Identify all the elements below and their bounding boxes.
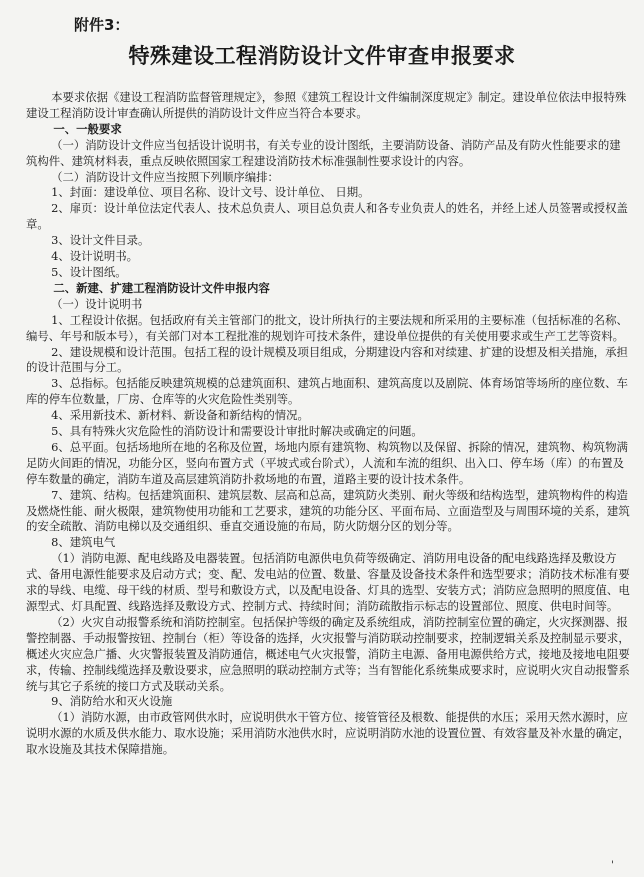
sec2-item-5: 5、具有特殊火灾危险性的消防设计和需要设计审批时解决或确定的问题。 (51, 424, 423, 439)
sec1-item-5: 5、设计图纸。 (51, 264, 127, 279)
sec1-item-4: 4、设计说明书。 (51, 249, 139, 264)
sec2-subheading-1: （一）设计说明书 (51, 296, 143, 311)
page-mark: ' (611, 860, 614, 871)
sec2-item-4: 4、采用新技术、新材料、新设备和新结构的情况。 (51, 408, 309, 423)
sec1-item-2: 2、扉页：设计单位法定代表人、技术总负责人、项目总负责人和各专业负责人的姓名，并经上述人员签署或授权盖章。 (26, 201, 628, 232)
water-item-1: （1）消防水源，由市政管网供水时，应说明供水干管方位、接管管径及根数、能提供的水压；采用天然水源时，应说明水源的水质及供水能力、取水设施；采用消防水池供水时，应说明消防水池的设置位置、有效容量及补水量的确定，取水设施及其技术保障措施。 (26, 710, 630, 757)
sec2-item-9: 9、消防给水和灭火设施 (51, 694, 173, 709)
sec2-item-1: 1、工程设计依据。包括政府有关主管部门的批文，设计所执行的主要法规和所采用的主要标准（包括标准的名称、编号、年号和版本号），有关部门对本工程批准的规划许可技术条件，建设单位提供的有关使用要求或生产工艺等资料。 (26, 312, 628, 343)
intro-paragraph: 本要求依据《建设工程消防监督管理规定》，参照《建筑工程设计文件编制深度规定》制定。建设单位依法申报特殊建设工程消防设计审查确认所提供的消防设计文件应当符合本要求。 (26, 90, 627, 120)
electrical-item-1: （1）消防电源、配电线路及电器装置。包括消防电源供电负荷等级确定、消防用电设备的配电线路选择及敷设方式、备用电源性能要求及启动方式；变、配、发电站的位置、数量、容量及设备技术条件和选型要求；消防技术标准有要求的导线、电缆、母干线的材质、型号和敷设方式，以及配电设备、灯具的选型、安装方式；消防应急照明的照度值、电源型式、灯具配置、线路选择及敷设方式、控制方式、持续时间；消防疏散指示标志的设置部位、照度、供电时间等。 (26, 551, 630, 613)
sec2-item-6: 6、总平面。包括场地所在地的名称及位置，场地内原有建筑物、构筑物以及保留、拆除的情况，建筑物、构筑物满足防火间距的情况，功能分区，竖向布置方式（平坡式或台阶式），人流和车流的组织、出入口、停车场（库）的布置及停车数量的确定，消防车道及高层建筑消防扑救场地的布置，道路主要的设计技术条件。 (26, 439, 628, 486)
sec2-item-7: 7、建筑、结构。包括建筑面积、建筑层数、层高和总高，建筑防火类别、耐火等级和结构选型，建筑物构件的构造及燃烧性能、耐火极限，建筑物使用功能和工艺要求，建筑的功能分区、平面布局、立面造型及与周围环境的关系，建筑的安全疏散、消防电梯以及交通组织、垂直交通设施的布局，防火防烟分区的划分等。 (26, 487, 630, 534)
sec1-item-3: 3、设计文件目录。 (51, 233, 150, 248)
sec2-item-3: 3、总指标。包括能反映建筑规模的总建筑面积、建筑占地面积、建筑高度以及剧院、体育场馆等场所的座位数、车库的停车位数量，厂房、仓库等的火灾危险性类别等。 (26, 376, 628, 407)
sec2-item-2: 2、建设规模和设计范围。包括工程的设计规模及项目组成，分期建设内容和对续建、扩建的设想及相关措施，承担的设计范围与分工。 (26, 344, 628, 375)
section-2-heading: 二、新建、扩建工程消防设计文件申报内容 (53, 280, 270, 295)
sec1-paragraph-1: （一）消防设计文件应当包括设计说明书，有关专业的设计图纸，主要消防设备、消防产品及有防火性能要求的建筑构件、建筑材料表，重点反映依照国家工程建设消防技术标准强制性要求设计的内容。 (26, 137, 621, 168)
document-title: 特殊建设工程消防设计文件审查申报要求 (128, 44, 516, 68)
electrical-item-2: （2）火灾自动报警系统和消防控制室。包括保护等级的确定及系统组成，消防控制室位置的确定，火灾探测器、报警控制器、手动报警按钮、控制台（柜）等设备的选择，火灾报警与消防联动控制要求，控制逻辑关系及控制显示要求，概述火灾应急广播、火灾警报装置及消防通信，概述电气火灾报警，消防主电源、备用电源供给方式，接地及接地电阻要求，传输、控制线缆选择及敷设要求，应急照明的联动控制方式等；当有智能化系统集成要求时，应说明火灾自动报警系统与其它子系统的接口方式及联动关系。 (26, 614, 630, 693)
sec2-item-8: 8、建筑电气 (51, 535, 116, 550)
document-body (26, 90, 630, 758)
section-1-heading: 一、一般要求 (53, 121, 122, 136)
sec1-item-1: 1、封面：建设单位、项目名称、设计文号、设计单位、 日期。 (51, 185, 370, 200)
attachment-label: 附件3： (74, 16, 130, 34)
sec1-paragraph-2: （二）消防设计文件应当按照下列顺序编排： (51, 169, 279, 184)
